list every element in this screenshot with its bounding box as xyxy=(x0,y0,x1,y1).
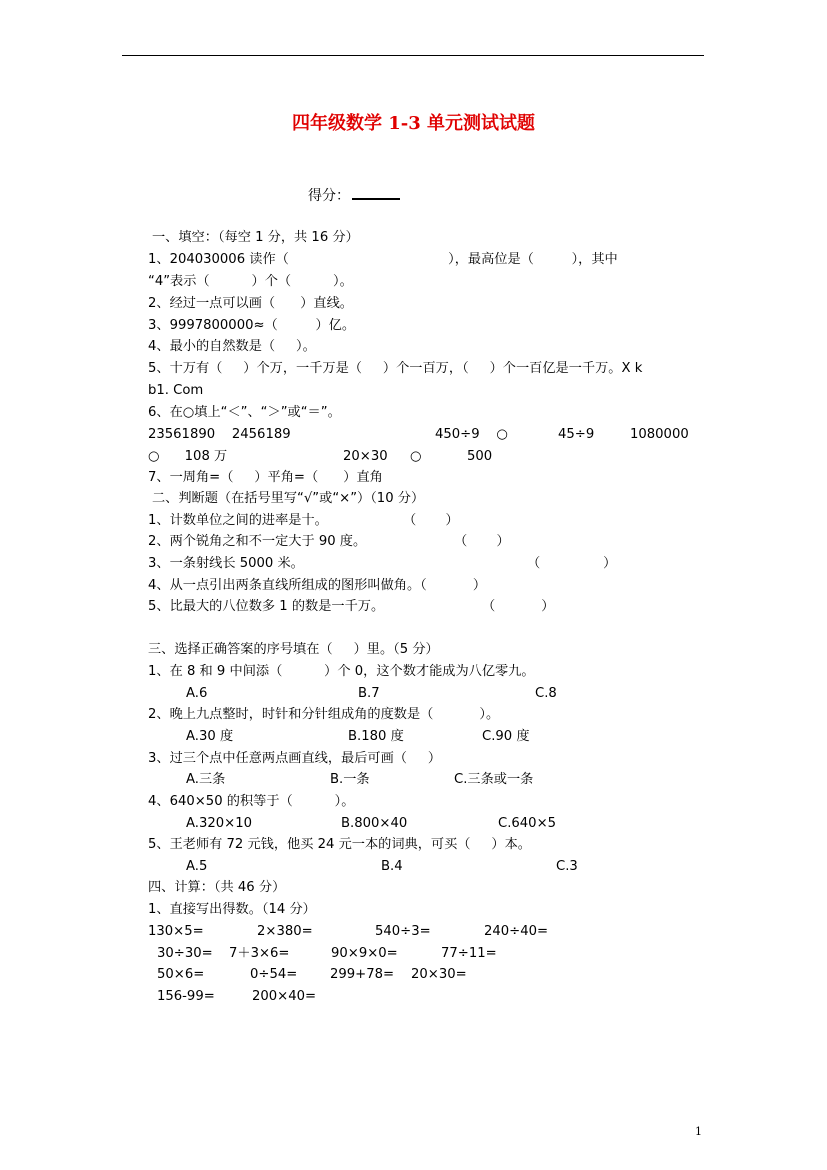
calc-item: 2×380= xyxy=(257,924,313,939)
calc-item: 0÷54= xyxy=(250,967,298,982)
judge-item-1: 1、计数单位之间的进率是十。 xyxy=(148,513,328,528)
calc-item: 50×6= xyxy=(157,967,205,982)
choice-5-option-b[interactable]: B.4 xyxy=(381,859,403,874)
calc-item: 7＋3×6= xyxy=(229,946,290,961)
score-label: 得分： xyxy=(308,188,350,204)
choice-3-option-c[interactable]: C.三条或一条 xyxy=(454,772,534,787)
judge-item-5: 5、比最大的八位数多 1 的数是一千万。 xyxy=(148,599,385,614)
choice-2-option-c[interactable]: C.90 度 xyxy=(482,729,530,744)
choice-question-2: 2、晚上九点整时，时针和分针组成角的度数是（ ）。 xyxy=(148,707,500,722)
choice-4-option-c[interactable]: C.640×5 xyxy=(498,816,557,831)
section-1-heading: 一、填空：（每空 1 分，共 16 分） xyxy=(152,230,359,245)
question-2: 2、经过一点可以画（ ）直线。 xyxy=(148,296,353,311)
question-1-line-1: 1、204030006 读作（ ），最高位是（ ），其中 xyxy=(148,252,618,267)
header-rule xyxy=(122,55,704,56)
choice-question-4: 4、640×50 的积等于（ ）。 xyxy=(148,794,355,809)
compare-item-h: 500 xyxy=(467,449,493,464)
score-field xyxy=(308,186,400,205)
calc-item: 20×30= xyxy=(411,967,467,982)
judge-bracket-2[interactable]: （ ） xyxy=(454,534,510,549)
calc-item: 299+78= xyxy=(330,967,395,982)
choice-question-3: 3、过三个点中任意两点画直线，最后可画（ ） xyxy=(148,751,442,766)
section-3-heading: 三、选择正确答案的序号填在（ ）里。（5 分） xyxy=(148,642,439,657)
calc-item: 90×9×0= xyxy=(331,946,398,961)
section-4-subheading: 1、直接写出得数。（14 分） xyxy=(148,902,316,917)
question-3: 3、9997800000≈（ ）亿。 xyxy=(148,318,356,333)
choice-1-option-a[interactable]: A.6 xyxy=(186,686,208,701)
choice-question-5: 5、王老师有 72 元钱，他买 24 元一本的词典，可买（ ）本。 xyxy=(148,837,531,852)
judge-item-4: 4、从一点引出两条直线所组成的图形叫做角。（ ） xyxy=(148,578,487,593)
judge-bracket-1[interactable]: （ ） xyxy=(403,513,459,528)
calc-item: 200×40= xyxy=(252,989,317,1004)
compare-item-a: 23561890 2456189 xyxy=(148,427,291,442)
choice-2-option-b[interactable]: B.180 度 xyxy=(348,729,404,744)
judge-item-3: 3、一条射线长 5000 米。 xyxy=(148,556,304,571)
choice-5-option-a[interactable]: A.5 xyxy=(186,859,208,874)
choice-3-option-a[interactable]: A.三条 xyxy=(186,772,226,787)
question-1-line-2: “4”表示（ ）个（ ）。 xyxy=(148,274,353,289)
compare-item-f: 20×30 xyxy=(343,449,388,464)
compare-item-e: ○ 108 万 xyxy=(148,449,228,464)
calc-item: 156-99= xyxy=(157,989,215,1004)
choice-3-option-b[interactable]: B.一条 xyxy=(330,772,370,787)
compare-item-g: ○ xyxy=(410,449,422,464)
page-number: 1 xyxy=(695,1125,702,1138)
question-7: 7、一周角=（ ）平角=（ ）直角 xyxy=(148,470,383,485)
question-4: 4、最小的自然数是（ ）。 xyxy=(148,339,316,354)
judge-bracket-5[interactable]: （ ） xyxy=(482,599,555,614)
question-6: 6、在○填上“＜”、“＞”或“＝”。 xyxy=(148,405,341,420)
question-5-line-2: b1. Com xyxy=(148,383,204,398)
compare-item-b: 450÷9 ○ xyxy=(435,427,508,442)
calc-item: 30÷30= xyxy=(157,946,213,961)
page-title: 四年级数学 1-3 单元测试试题 xyxy=(291,113,536,134)
choice-question-1: 1、在 8 和 9 中间添（ ）个 0，这个数才能成为八亿零九。 xyxy=(148,664,535,679)
question-5-line-1: 5、十万有（ ）个万，一千万是（ ）个一百万，（ ）个一百亿是一千万。X k xyxy=(148,361,643,376)
choice-2-option-a[interactable]: A.30 度 xyxy=(186,729,234,744)
judge-bracket-3[interactable]: （ ） xyxy=(527,556,617,571)
section-2-heading: 二、判断题（在括号里写“√”或“×”）（10 分） xyxy=(152,491,425,506)
calc-item: 540÷3= xyxy=(375,924,431,939)
calc-item: 77÷11= xyxy=(441,946,497,961)
choice-1-option-b[interactable]: B.7 xyxy=(358,686,380,701)
compare-item-d: 1080000 xyxy=(630,427,689,442)
judge-item-2: 2、两个锐角之和不一定大于 90 度。 xyxy=(148,534,367,549)
choice-1-option-c[interactable]: C.8 xyxy=(535,686,557,701)
choice-4-option-a[interactable]: A.320×10 xyxy=(186,816,252,831)
calc-item: 130×5= xyxy=(148,924,204,939)
choice-5-option-c[interactable]: C.3 xyxy=(556,859,578,874)
score-blank[interactable] xyxy=(352,186,400,200)
choice-4-option-b[interactable]: B.800×40 xyxy=(341,816,408,831)
calc-item: 240÷40= xyxy=(484,924,549,939)
section-4-heading: 四、计算：（共 46 分） xyxy=(148,880,286,895)
compare-item-c: 45÷9 xyxy=(558,427,595,442)
